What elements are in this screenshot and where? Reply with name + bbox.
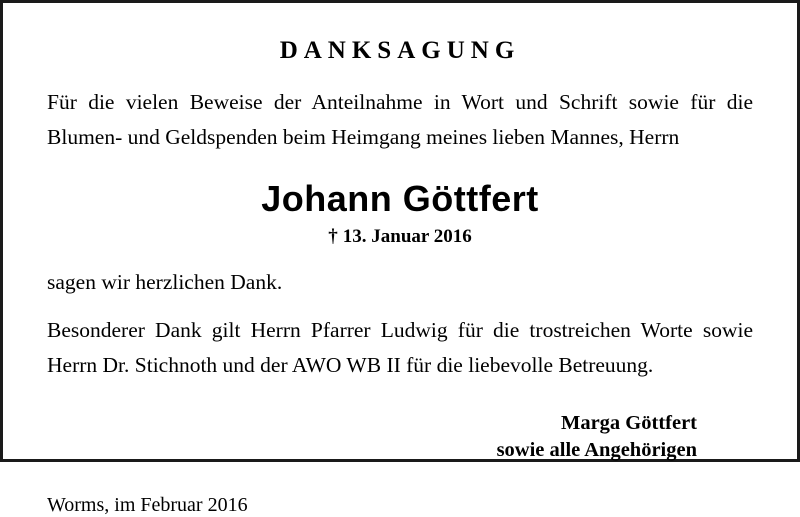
intro-paragraph: [47, 87, 753, 152]
special-thanks-paragraph: [47, 315, 753, 380]
page-title: DANKSAGUNG: [279, 37, 521, 64]
death-date: 13. Januar 2016: [342, 226, 472, 248]
intro-line-2: Blumen- und Geldspenden beim Heimgang meines lieben Mannes, Herrn: [47, 124, 680, 149]
signature-name: Marga Göttfert: [560, 412, 697, 435]
special-thanks-line-2: Herrn Dr. Stichnoth und der AWO WB II für die liebevolle Betreuung.: [47, 352, 654, 377]
cross-icon: †: [328, 226, 338, 248]
signature-block: [47, 410, 753, 464]
special-thanks-line-1: Besonderer Dank gilt Herrn Pfarrer Ludwig für die trostreichen Worte sowie: [47, 318, 753, 343]
signature-relatives: sowie alle Angehörigen: [496, 439, 697, 462]
death-date-line: [47, 226, 753, 248]
intro-line-1: Für die vielen Beweise der Anteilnahme in Wort und Schrift sowie für die: [47, 90, 753, 114]
thanks-line: sagen wir herzlichen Dank.: [47, 270, 283, 295]
deceased-name: Johann Göttfert: [261, 178, 539, 220]
place-and-date: Worms, im Februar 2016: [47, 494, 248, 517]
